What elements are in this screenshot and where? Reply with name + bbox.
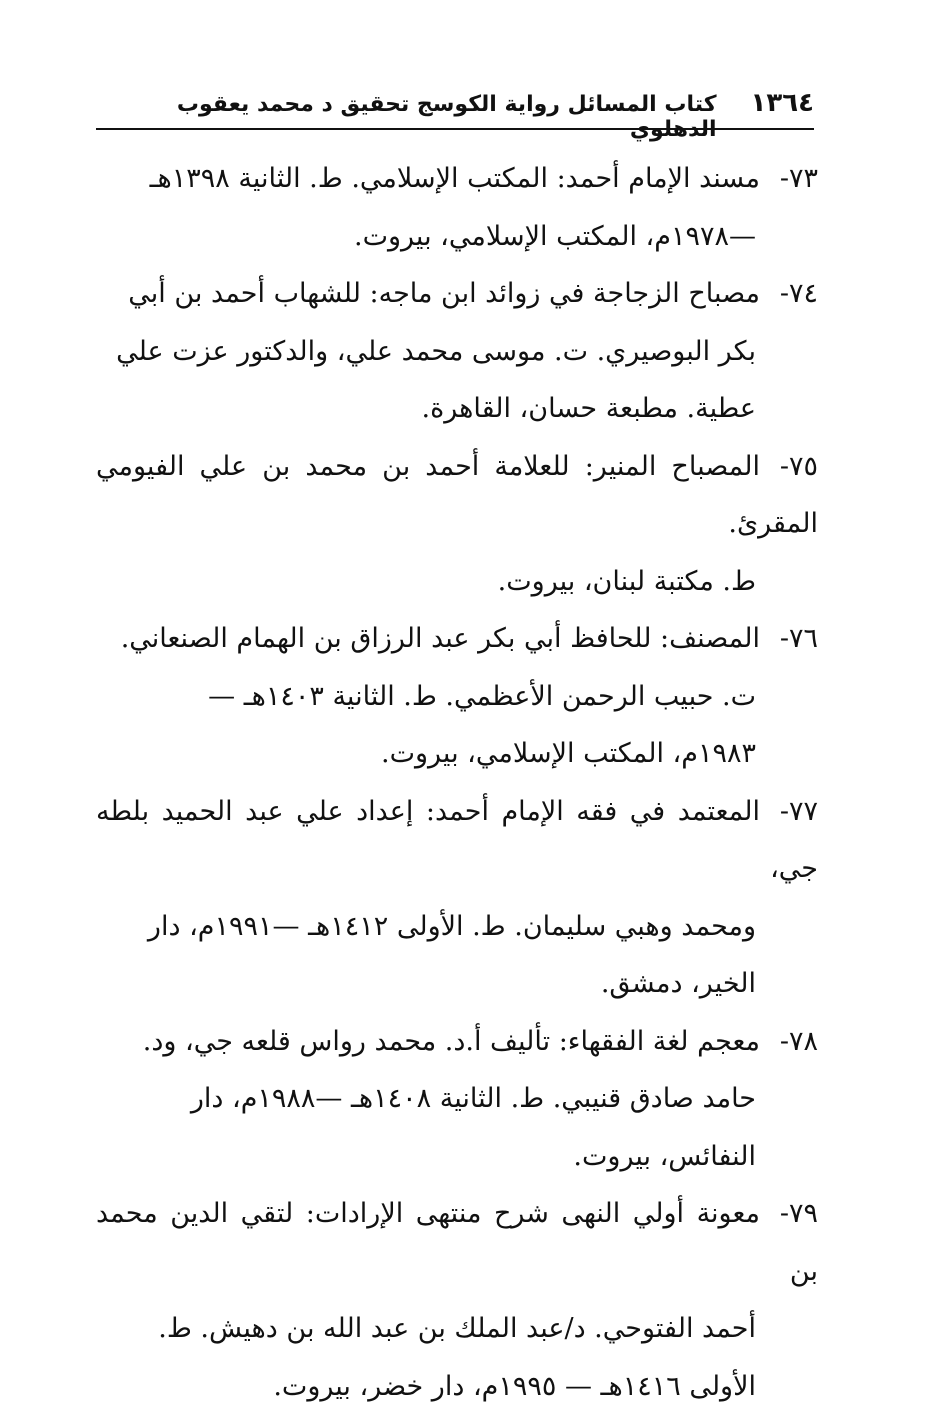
- bibliography-entry: [96, 438, 756, 611]
- entry-line: [96, 1358, 756, 1415]
- entry-text: ت. حبيب الرحمن الأعظمي. ط. الثانية ١٤٠٣هـ —: [208, 681, 756, 712]
- entry-text: الأولى ١٤١٦هـ — ١٩٩٥م، دار خضر، بيروت.: [273, 1371, 756, 1402]
- entry-text: بكر البوصيري. ت. موسى محمد علي، والدكتور عزت علي: [116, 336, 756, 367]
- entry-line: [96, 668, 756, 726]
- entry-line: [96, 208, 756, 266]
- bibliography-entry: [96, 150, 756, 265]
- bibliography-list: [96, 150, 756, 1415]
- header-rule: [96, 128, 814, 130]
- entry-text: معجم لغة الفقهاء: تأليف أ.د. محمد رواس قلعه جي، ود.: [143, 1026, 760, 1057]
- entry-text: النفائس، بيروت.: [573, 1141, 756, 1172]
- entry-line: [96, 438, 818, 553]
- entry-line: [96, 955, 756, 1013]
- bibliography-entry: [96, 265, 756, 438]
- entry-line: [96, 1013, 818, 1071]
- entry-line: [96, 1185, 818, 1300]
- entry-line: [96, 898, 756, 956]
- entry-text: مسند الإمام أحمد: المكتب الإسلامي. ط. الثانية ١٣٩٨هـ: [150, 163, 760, 194]
- bibliography-entry: [96, 610, 756, 783]
- entry-number: ٧٧-: [760, 783, 818, 841]
- entry-line: [96, 725, 756, 783]
- entry-line: [96, 265, 818, 323]
- entry-number: ٧٨-: [760, 1013, 818, 1071]
- entry-line: [96, 610, 818, 668]
- entry-text: مصباح الزجاجة في زوائد ابن ماجه: للشهاب أحمد بن أبي: [128, 278, 760, 309]
- entry-text: أحمد الفتوحي. د/عبد الملك بن عبد الله بن دهيش. ط.: [158, 1313, 756, 1344]
- entry-line: [96, 783, 818, 898]
- entry-text: الخير، دمشق.: [601, 968, 756, 999]
- entry-number: ٧٤-: [760, 265, 818, 323]
- entry-text: عطية. مطبعة حسان، القاهرة.: [422, 393, 757, 424]
- page-header: [96, 88, 814, 128]
- entry-text: حامد صادق قنيبي. ط. الثانية ١٤٠٨هـ —١٩٨٨م، دار: [191, 1083, 756, 1114]
- entry-number: ٧٣-: [760, 150, 818, 208]
- bibliography-entry: [96, 783, 756, 1013]
- bibliography-entry: [96, 1185, 756, 1415]
- entry-text: ١٩٨٣م، المكتب الإسلامي، بيروت.: [381, 738, 756, 769]
- entry-number: ٧٦-: [760, 610, 818, 668]
- entry-text: المعتمد في فقه الإمام أحمد: إعداد علي عبد الحميد بلطه جي،: [96, 796, 818, 885]
- entry-text: المصباح المنير: للعلامة أحمد بن محمد بن علي الفيومي المقرئ.: [96, 451, 818, 540]
- running-title: كتاب المسائل رواية الكوسج تحقيق د محمد يعقوب الدهلوي: [96, 92, 717, 142]
- entry-text: ومحمد وهبي سليمان. ط. الأولى ١٤١٢هـ —١٩٩١م، دار: [148, 911, 756, 942]
- entry-line: [96, 323, 756, 381]
- entry-line: [96, 380, 756, 438]
- entry-text: المصنف: للحافظ أبي بكر عبد الرزاق بن الهمام الصنعاني.: [121, 623, 760, 654]
- entry-text: معونة أولي النهى شرح منتهى الإرادات: لتقي الدين محمد بن: [96, 1198, 818, 1287]
- entry-line: [96, 1128, 756, 1186]
- entry-number: ٧٩-: [760, 1185, 818, 1243]
- entry-line: [96, 150, 818, 208]
- page-number: ١٣٦٤: [751, 88, 814, 118]
- bibliography-entry: [96, 1013, 756, 1186]
- entry-text: ط. مكتبة لبنان، بيروت.: [498, 566, 756, 597]
- entry-number: ٧٥-: [760, 438, 818, 496]
- entry-line: [96, 1070, 756, 1128]
- entry-line: [96, 1300, 756, 1358]
- entry-text: —١٩٧٨م، المكتب الإسلامي، بيروت.: [354, 221, 756, 252]
- entry-line: [96, 553, 756, 611]
